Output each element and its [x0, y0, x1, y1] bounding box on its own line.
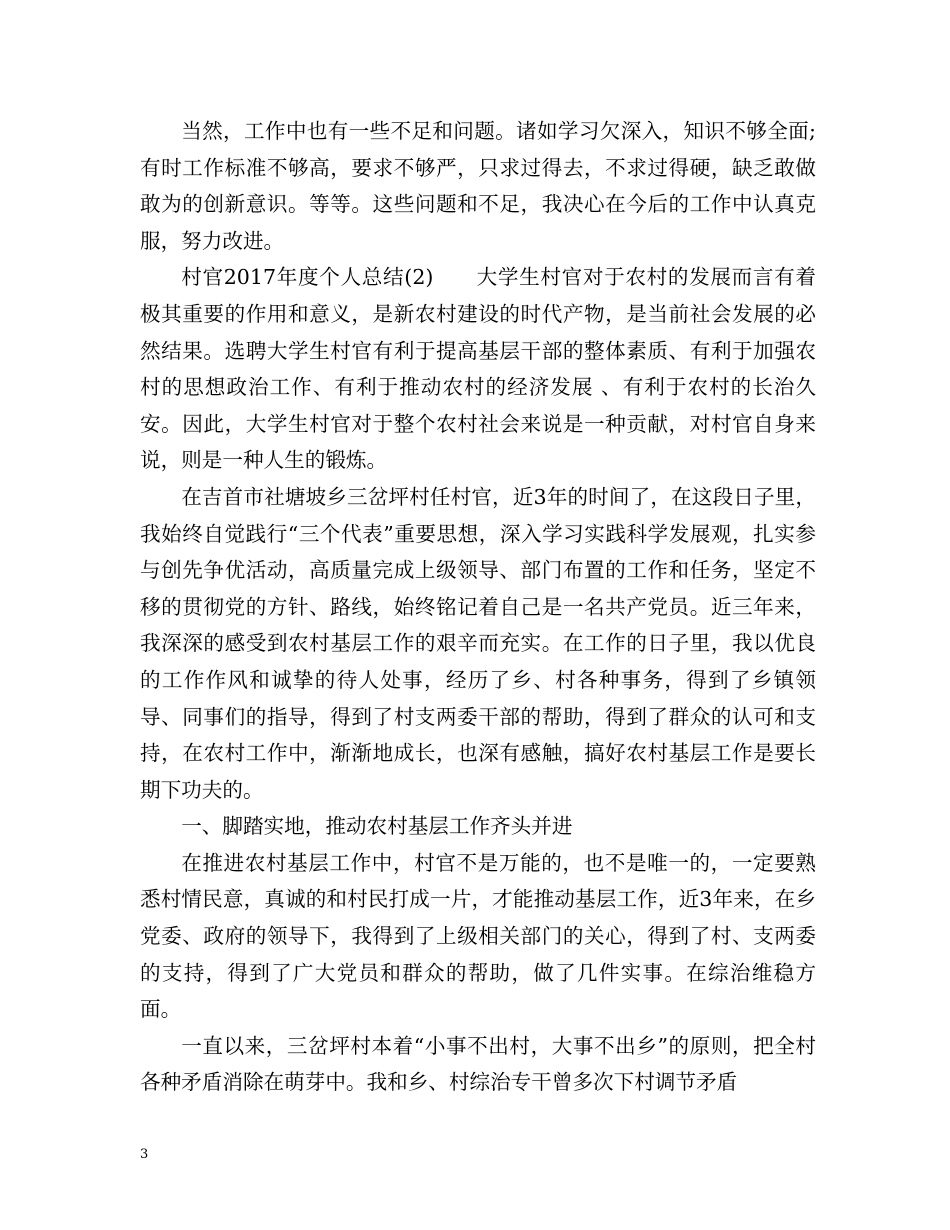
paragraph-shortcomings: 当然，工作中也有一些不足和问题。诸如学习欠深入，知识不够全面;有时工作标准不够高，要求不够严，只求过得去，不求过得硬，缺乏敢做敢为的创新意识。等等。这些问题和不足，我决心在今后的工作中认真克服，努力改进。 — [140, 119, 816, 253]
paragraph-conflict-mediation: 一直以来，三岔坪村本着“小事不出村，大事不出乡”的原则，把全村各种矛盾消除在萌芽中。我和乡、村综治专干曾多次下村调节矛盾 — [140, 1033, 816, 1095]
section-heading: 一、脚踏实地，推动农村基层工作齐头并进 — [181, 814, 573, 839]
body-text — [140, 113, 816, 1101]
paragraph-summary-intro: 村官2017年度个人总结(2) 大学生村官对于农村的发展而言有着极其重要的作用和意义，是新农村建设的时代产物，是当前社会发展的必然结果。选聘大学生村官有利于提高基层干部的整体素质、有利于加强农村的思想政治工作、有利于推动农村的经济发展 、有利于农村的长治久安。因此，大学生村官对于整个农村社会来说是一种贡献，对村官自身来说，则是一种人生的锻炼。 — [140, 265, 816, 473]
paragraph-work-experience: 在吉首市社塘坡乡三岔坪村任村官，近3年的时间了，在这段日子里，我始终自觉践行“三个代表”重要思想，深入学习实践科学发展观，扎实参与创先争优活动，高质量完成上级领导、部门布置的工作和任务，坚定不移的贯彻党的方针、路线，始终铭记着自己是一名共产党员。近三年来，我深深的感受到农村基层工作的艰辛而充实。在工作的日子里，我以优良的工作作风和诚挚的待人处事，经历了乡、村各种事务，得到了乡镇领导、同事们的指导，得到了村支两委干部的帮助，得到了群众的认可和支持，在农村工作中，渐渐地成长，也深有感触，搞好农村基层工作是要长期下功夫的。 — [140, 484, 816, 802]
paragraph-grassroots-work: 在推进农村基层工作中，村官不是万能的，也不是唯一的，一定要熟悉村情民意，真诚的和村民打成一片，才能推动基层工作，近3年来，在乡党委、政府的领导下，我得到了上级相关部门的关心，得到了村、支两委的支持，得到了广大党员和群众的帮助，做了几件实事。在综治维稳方面。 — [140, 850, 816, 1022]
page-number: 3 — [140, 1147, 149, 1162]
